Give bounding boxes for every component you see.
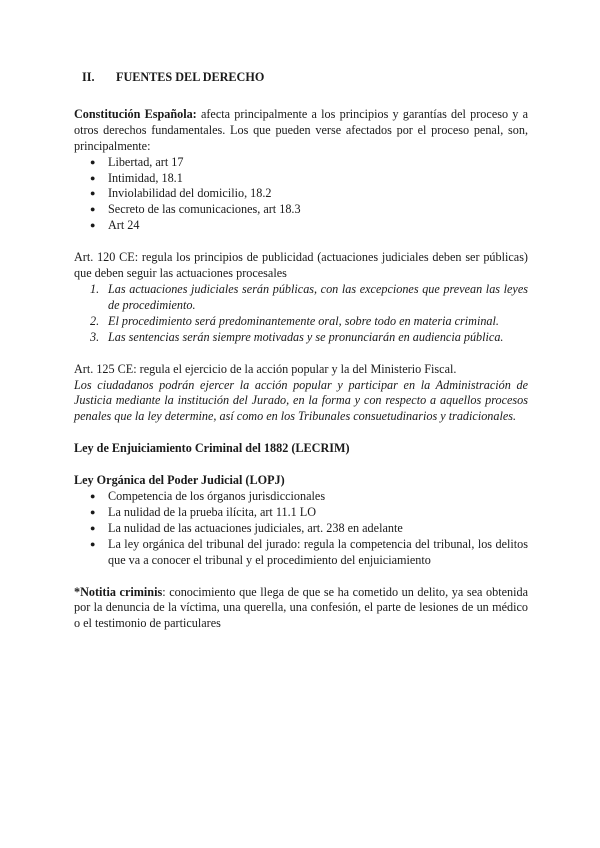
list-number: 3. <box>90 329 100 344</box>
list-item: ● Inviolabilidad del domicilio, 18.2 <box>108 186 528 202</box>
lopj-title: Ley Orgánica del Poder Judicial (LOPJ) <box>74 473 285 488</box>
art120-paragraph: Art. 120 CE: regula los principios de publicidad (actuaciones judiciales deben ser públicas) que deben seguir las actuaciones procesales <box>74 250 528 281</box>
list-text: El procedimiento será predominantemente oral, sobre todo en materia criminal. <box>108 313 499 328</box>
spacer <box>74 346 528 362</box>
list-item: ● Art 24 <box>108 218 528 234</box>
list-item <box>90 329 528 346</box>
constitucion-paragraph <box>74 107 528 155</box>
list-number: 2. <box>90 313 100 328</box>
notitia-label: *Notitia criminis <box>74 584 163 599</box>
spacer <box>74 569 528 585</box>
list-item: ● La nulidad de la prueba ilícita, art 11.1 LO <box>108 505 528 521</box>
list-text: Las actuaciones judiciales serán públicas, con las excepciones que prevean las leyes de procedimiento. <box>108 281 528 312</box>
spacer <box>74 457 528 473</box>
list-item: ● Libertad, art 17 <box>108 155 528 171</box>
list-item: ● Intimidad, 18.1 <box>108 171 528 187</box>
constitucion-list <box>74 155 528 235</box>
spacer <box>74 234 528 250</box>
list-item: ● Competencia de los órganos jurisdiccionales <box>108 489 528 505</box>
document-body <box>74 70 528 632</box>
list-item: ● La nulidad de las actuaciones judiciales, art. 238 en adelante <box>108 521 528 537</box>
list-number: 1. <box>90 281 100 296</box>
list-item: ● Secreto de las comunicaciones, art 18.3 <box>108 202 528 218</box>
art120-list <box>74 282 528 346</box>
list-item <box>90 281 528 314</box>
lecrim-title: Ley de Enjuiciamiento Criminal del 1882 (LECRIM) <box>74 441 350 456</box>
list-item <box>90 313 528 330</box>
lopj-list <box>74 489 528 569</box>
notitia-text: : conocimiento que llega de que se ha cometido un delito, ya sea obtenida por la denuncia de la víctima, una querella, una confesión, el parte de lesiones de un médico o el testimonio de particulares <box>74 584 528 631</box>
list-text: Las sentencias serán siempre motivadas y se pronunciarán en audiencia pública. <box>108 329 504 344</box>
section-title: FUENTES DEL DERECHO <box>116 70 265 84</box>
section-number: II. <box>82 70 95 84</box>
constitucion-label: Constitución Española: <box>74 106 197 121</box>
art125-quote: Los ciudadanos podrán ejercer la acción popular y participar en la Administración de Justicia mediante la institución del Jurado, en la forma y con respecto a aquellos procesos penales que la ley determine, así como en los Tribunales consuetudinarios y tradicionales. <box>74 377 528 424</box>
spacer <box>74 425 528 441</box>
art125-paragraph: Art. 125 CE: regula el ejercicio de la acción popular y la del Ministerio Fiscal. <box>74 361 457 376</box>
list-item: ● La ley orgánica del tribunal del jurado: regula la competencia del tribunal, los delitos que va a conocer el tribunal y el procedimiento del enjuiciamiento <box>108 537 528 569</box>
notitia-paragraph <box>74 585 528 633</box>
constitucion-text: afecta principalmente a los principios y garantías del proceso y a otros derechos fundamentales. Los que pueden verse afectados por el proceso penal, son, principalmente: <box>74 106 528 153</box>
section-heading <box>82 70 528 86</box>
